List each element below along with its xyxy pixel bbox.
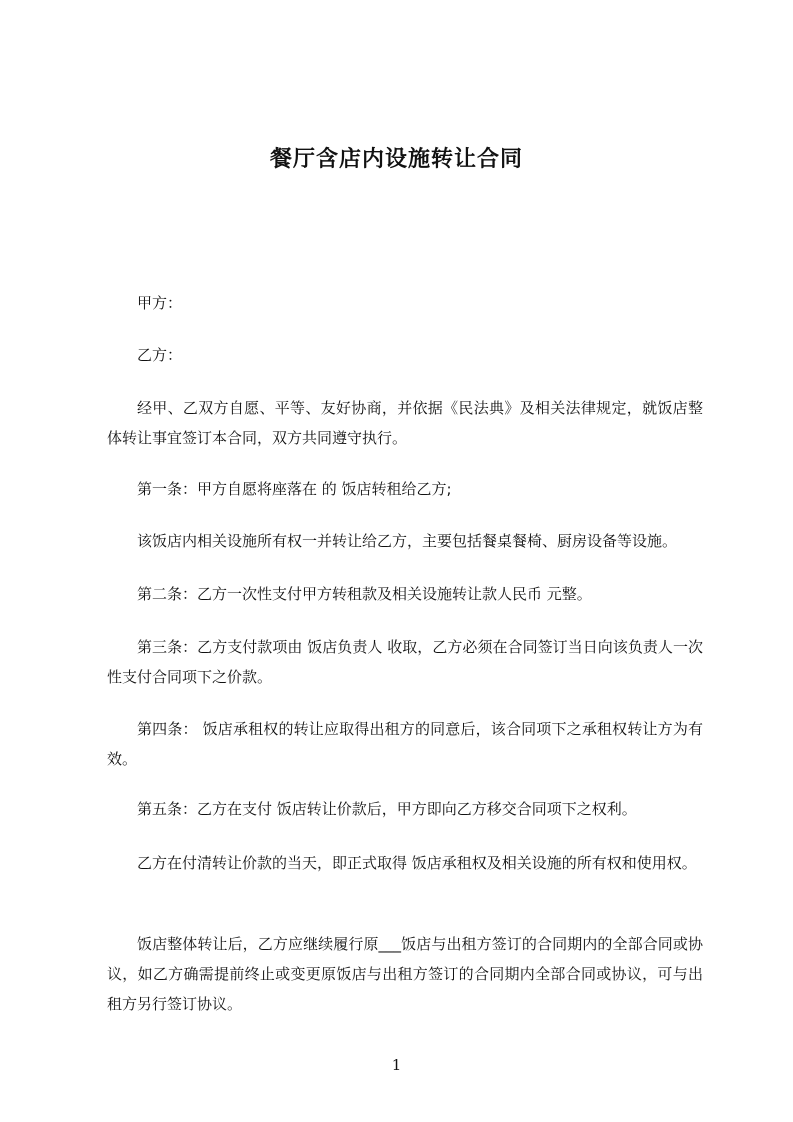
article-5-obligations-paragraph: 饭店整体转让后，乙方应继续履行原___饭店与出租方签订的合同期内的全部合同或协议，如乙方确需提前终止或变更原饭店与出租方签订的合同期内全部合同或协议，可与出租方另行签订协议。	[107, 935, 703, 1013]
party-b-line: 乙方：	[137, 346, 183, 364]
article-4-paragraph: 第四条： 饭店承租权的转让应取得出租方的同意后，该合同项下之承租权转让方为有效。	[107, 720, 703, 768]
preamble-paragraph: 经甲、乙双方自愿、平等、友好协商，并依据《民法典》及相关法律规定，就饭店整体转让事宜签订本合同，双方共同遵守执行。	[107, 399, 703, 447]
article-1-paragraph: 第一条：甲方自愿将座落在 的 饭店转租给乙方;	[137, 480, 452, 498]
article-5-rights-paragraph: 乙方在付清转让价款的当天，即正式取得 饭店承租权及相关设施的所有权和使用权。	[137, 854, 697, 872]
article-3-paragraph: 第三条：乙方支付款项由 饭店负责人 收取，乙方必须在合同签订当日向该负责人一次性支付合同项下之价款。	[107, 638, 703, 686]
document-title: 餐厅含店内设施转让合同	[269, 147, 523, 172]
article-2-paragraph: 第二条：乙方一次性支付甲方转租款及相关设施转让款人民币 元整。	[137, 585, 592, 603]
party-a-line: 甲方：	[137, 294, 183, 312]
article-1-facilities-paragraph: 该饭店内相关设施所有权一并转让给乙方，主要包括餐桌餐椅、厨房设备等设施。	[137, 532, 678, 550]
page-number: 1	[391, 1056, 402, 1074]
article-5-paragraph: 第五条：乙方在支付 饭店转让价款后，甲方即向乙方移交合同项下之权利。	[137, 800, 637, 818]
